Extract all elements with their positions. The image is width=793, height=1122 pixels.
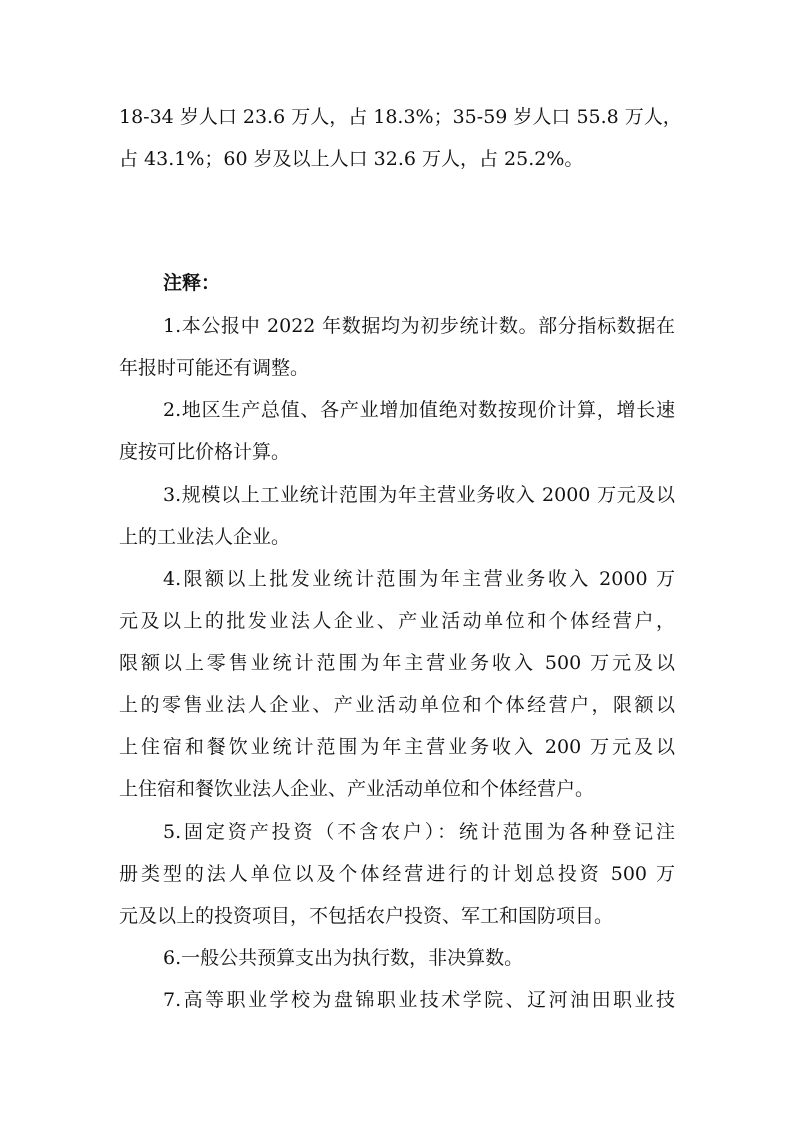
note-5-line-1: 5.固定资产投资（不含农户）：统计范围为各种登记注	[163, 821, 675, 843]
note-5-line-2: 册类型的法人单位以及个体经营进行的计划总投资 500 万	[119, 863, 675, 885]
note-6-line-1: 6.一般公共预算支出为执行数，非决算数。	[163, 947, 524, 969]
note-1-line-2: 年报时可能还有调整。	[119, 357, 310, 379]
note-3-line-1: 3.规模以上工业统计范围为年主营业务收入 2000 万元及以	[163, 484, 675, 506]
notes-heading: 注释：	[163, 272, 221, 294]
note-4-line-6: 上住宿和餐饮业法人企业、产业活动单位和个体经营户。	[119, 778, 595, 800]
note-4-line-5: 上住宿和餐饮业统计范围为年主营业务收入 200 万元及以	[119, 736, 675, 758]
note-4-line-4: 上的零售业法人企业、产业活动单位和个体经营户，限额以	[119, 694, 675, 716]
note-5-line-3: 元及以上的投资项目，不包括农户投资、军工和国防项目。	[119, 905, 614, 927]
note-2-line-2: 度按可比价格计算。	[119, 441, 291, 463]
note-3-line-2: 上的工业法人企业。	[119, 526, 291, 548]
note-1-line-1: 1.本公报中 2022 年数据均为初步统计数。部分指标数据在	[163, 315, 675, 337]
population-paragraph-line-2: 占 43.1%；60 岁及以上人口 32.6 万人，占 25.2%。	[119, 148, 584, 170]
note-2-line-1: 2.地区生产总值、各产业增加值绝对数按现价计算，增长速	[163, 399, 675, 421]
note-4-line-1: 4.限额以上批发业统计范围为年主营业务收入 2000 万	[163, 568, 675, 590]
note-4-line-3: 限额以上零售业统计范围为年主营业务收入 500 万元及以	[119, 652, 675, 674]
note-4-line-2: 元及以上的批发业法人企业、产业活动单位和个体经营户，	[119, 610, 675, 632]
note-7-line-1: 7.高等职业学校为盘锦职业技术学院、辽河油田职业技	[163, 989, 675, 1011]
population-paragraph-line-1: 18-34 岁人口 23.6 万人，占 18.3%；35-59 岁人口 55.8 万人，	[119, 106, 682, 128]
